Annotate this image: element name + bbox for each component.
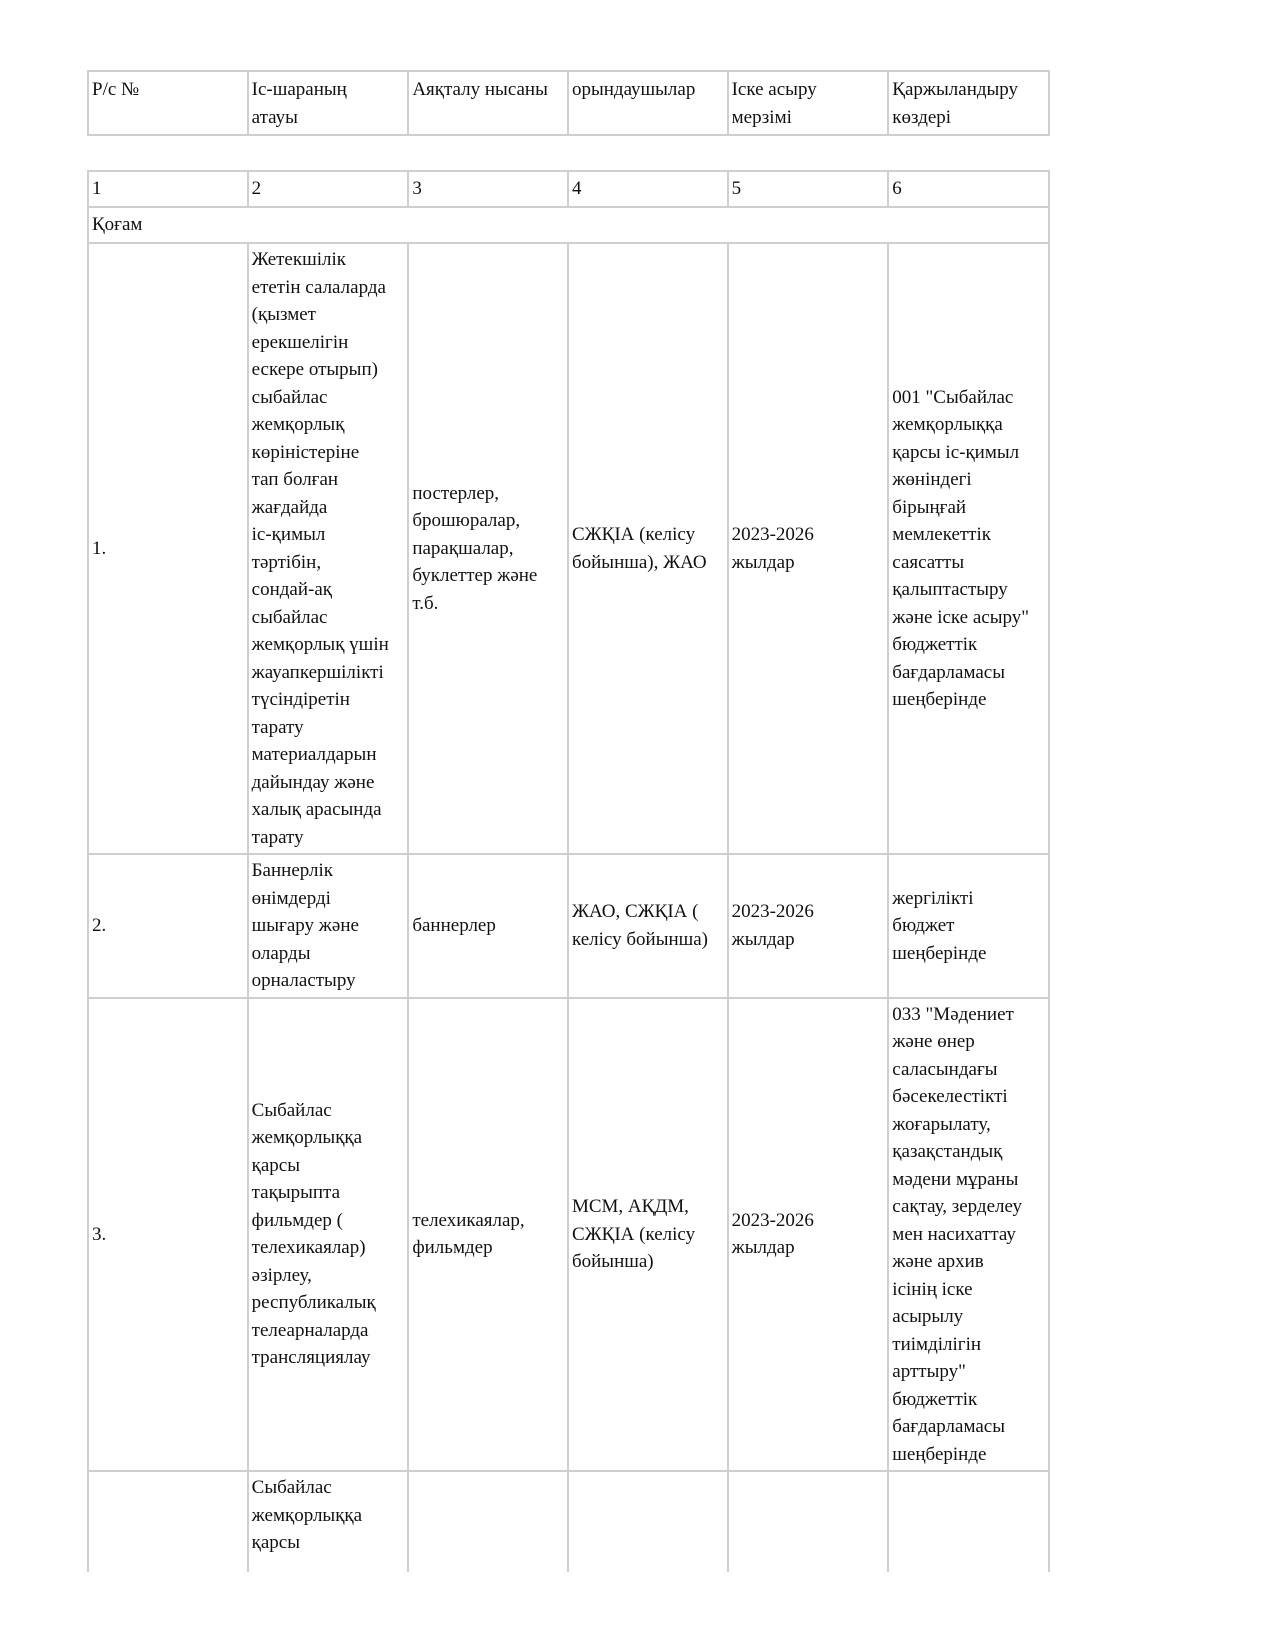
funding-source: жергілікті бюджет шеңберінде [888,854,1049,998]
header-col-name: Іс-шараның атауы [248,71,409,135]
completion-form: баннерлер [408,854,568,998]
table-row [88,243,1049,854]
table-row [88,998,1049,1472]
measure-name: Сыбайлас жемқорлыққа қарсы тақырыпта фильмдер ( телехикаялар) әзірлеу, республикалық телеарналарда трансляциялау [248,998,409,1472]
period: 2023-2026 жылдар [728,854,889,998]
funding-source: 033 "Мәдениет және өнер саласындағы бәсекелестікті жоғарылату, қазақстандық мәдени мұраны сақтау, зерделеу мен насихаттау және архив ісінің іске асырылу тиімділігін арттыру" бюджеттік бағдарламасы шеңберінде [888,998,1049,1472]
measure-name: Сыбайлас жемқорлыққа қарсы [248,1471,409,1631]
column-number: 1 [88,171,248,207]
row-number: 2. [88,854,248,998]
column-number: 3 [408,171,568,207]
header-col-funding: Қаржыландыру көздері [888,71,1049,135]
column-number: 4 [568,171,728,207]
row-number: 3. [88,998,248,1472]
header-col-executors: орындаушылар [568,71,728,135]
header-col-number: Р/с № [88,71,248,135]
table-row [88,854,1049,998]
funding-source: 001 "Сыбайлас жемқорлыққа қарсы іс-қимыл жөніндегі бірыңғай мемлекеттік саясатты қалыптастыру және іске асыру" бюджеттік бағдарламасы шеңберінде [888,243,1049,854]
executors: ЖАО, СЖҚІА ( келісу бойынша) [568,854,728,998]
header-table [87,70,1050,136]
column-number: 2 [248,171,409,207]
section-row [88,207,1049,243]
executors: МСМ, АҚДМ, СЖҚІА (келісу бойынша) [568,998,728,1472]
column-number-row [88,171,1049,207]
measure-name: Баннерлік өнімдерді шығару және оларды орналастыру [248,854,409,998]
page-bottom-margin [0,1572,1275,1650]
section-title: Қоғам [88,207,1049,243]
plan-table [87,170,1050,1631]
completion-form: телехикаялар, фильмдер [408,998,568,1472]
row-number: 1. [88,243,248,854]
executors: СЖҚІА (келісу бойынша), ЖАО [568,243,728,854]
completion-form: постерлер, брошюралар, парақшалар, буклеттер және т.б. [408,243,568,854]
column-number: 5 [728,171,889,207]
period: 2023-2026 жылдар [728,243,889,854]
header-row [88,71,1049,135]
period: 2023-2026 жылдар [728,998,889,1472]
column-number: 6 [888,171,1049,207]
header-col-form: Аяқталу нысаны [408,71,568,135]
header-col-period: Іске асыру мерзімі [728,71,889,135]
measure-name: Жетекшілік ететін салаларда (қызмет ерекшелігін ескере отырып) сыбайлас жемқорлық көріністеріне тап болған жағдайда іс-қимыл тәртібін, сондай-ақ сыбайлас жемқорлық үшін жауапкершілікті түсіндіретін тарату материалдарын дайындау және халық арасында тарату [248,243,409,854]
